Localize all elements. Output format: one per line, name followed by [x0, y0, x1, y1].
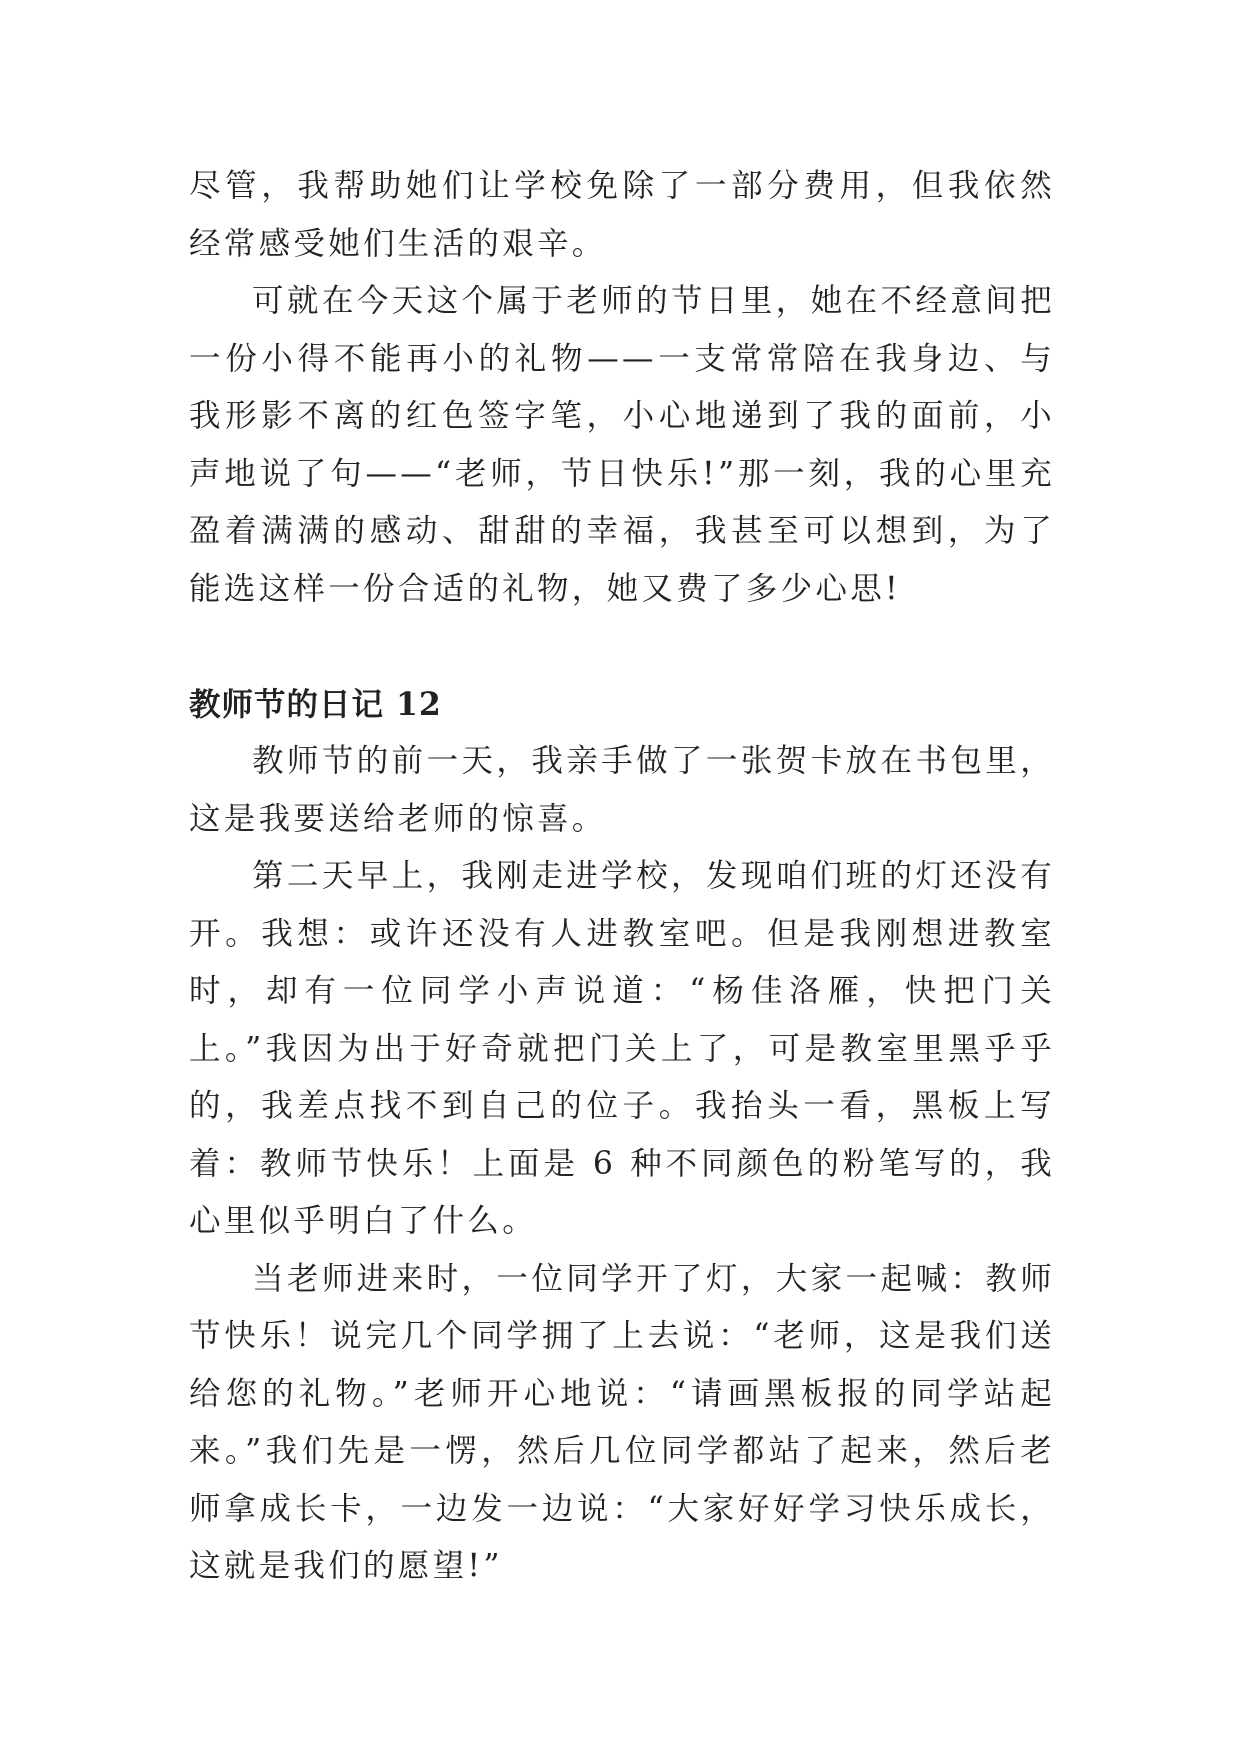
document-page: [189, 158, 1055, 1596]
paragraph-classroom: 第二天早上，我刚走进学校，发现咱们班的灯还没有开。我想：或许还没有人进教室吧。但是我刚想进教室时，却有一位同学小声说道：“杨佳洛雁，快把门关上。”我因为出于好奇就把门关上了，可是教室里黑乎乎的，我差点找不到自己的位子。我抬头一看，黑板上写着：教师节快乐！上面是 6 种不同颜色的粉笔写的，我心里似乎明白了什么。: [189, 858, 1055, 1239]
paragraph-celebration: 当老师进来时，一位同学开了灯，大家一起喊：教师节快乐！说完几个同学拥了上去说：“老师，这是我们送给您的礼物。”老师开心地说：“请画黑板报的同学站起来。”我们先是一愣，然后几位同学都站了起来，然后老师拿成长卡，一边发一边说：“大家好好学习快乐成长，这就是我们的愿望!”: [189, 1260, 1055, 1584]
section-heading: 教师节的日记 12: [189, 685, 442, 723]
paragraph-gift: 可就在今天这个属于老师的节日里，她在不经意间把一份小得不能再小的礼物——一支常常陪在我身边、与我形影不离的红色签字笔，小心地递到了我的面前，小声地说了句——“老师，节日快乐!”那一刻，我的心里充盈着满满的感动、甜甜的幸福，我甚至可以想到，为了能选这样一份合适的礼物，她又费了多少心思!: [189, 283, 1055, 607]
paragraph-continued: 尽管，我帮助她们让学校免除了一部分费用，但我依然经常感受她们生活的艰辛。: [189, 168, 1055, 262]
paragraph-card: 教师节的前一天，我亲手做了一张贺卡放在书包里，这是我要送给老师的惊喜。: [189, 743, 1055, 837]
section-spacer: [189, 618, 1055, 676]
